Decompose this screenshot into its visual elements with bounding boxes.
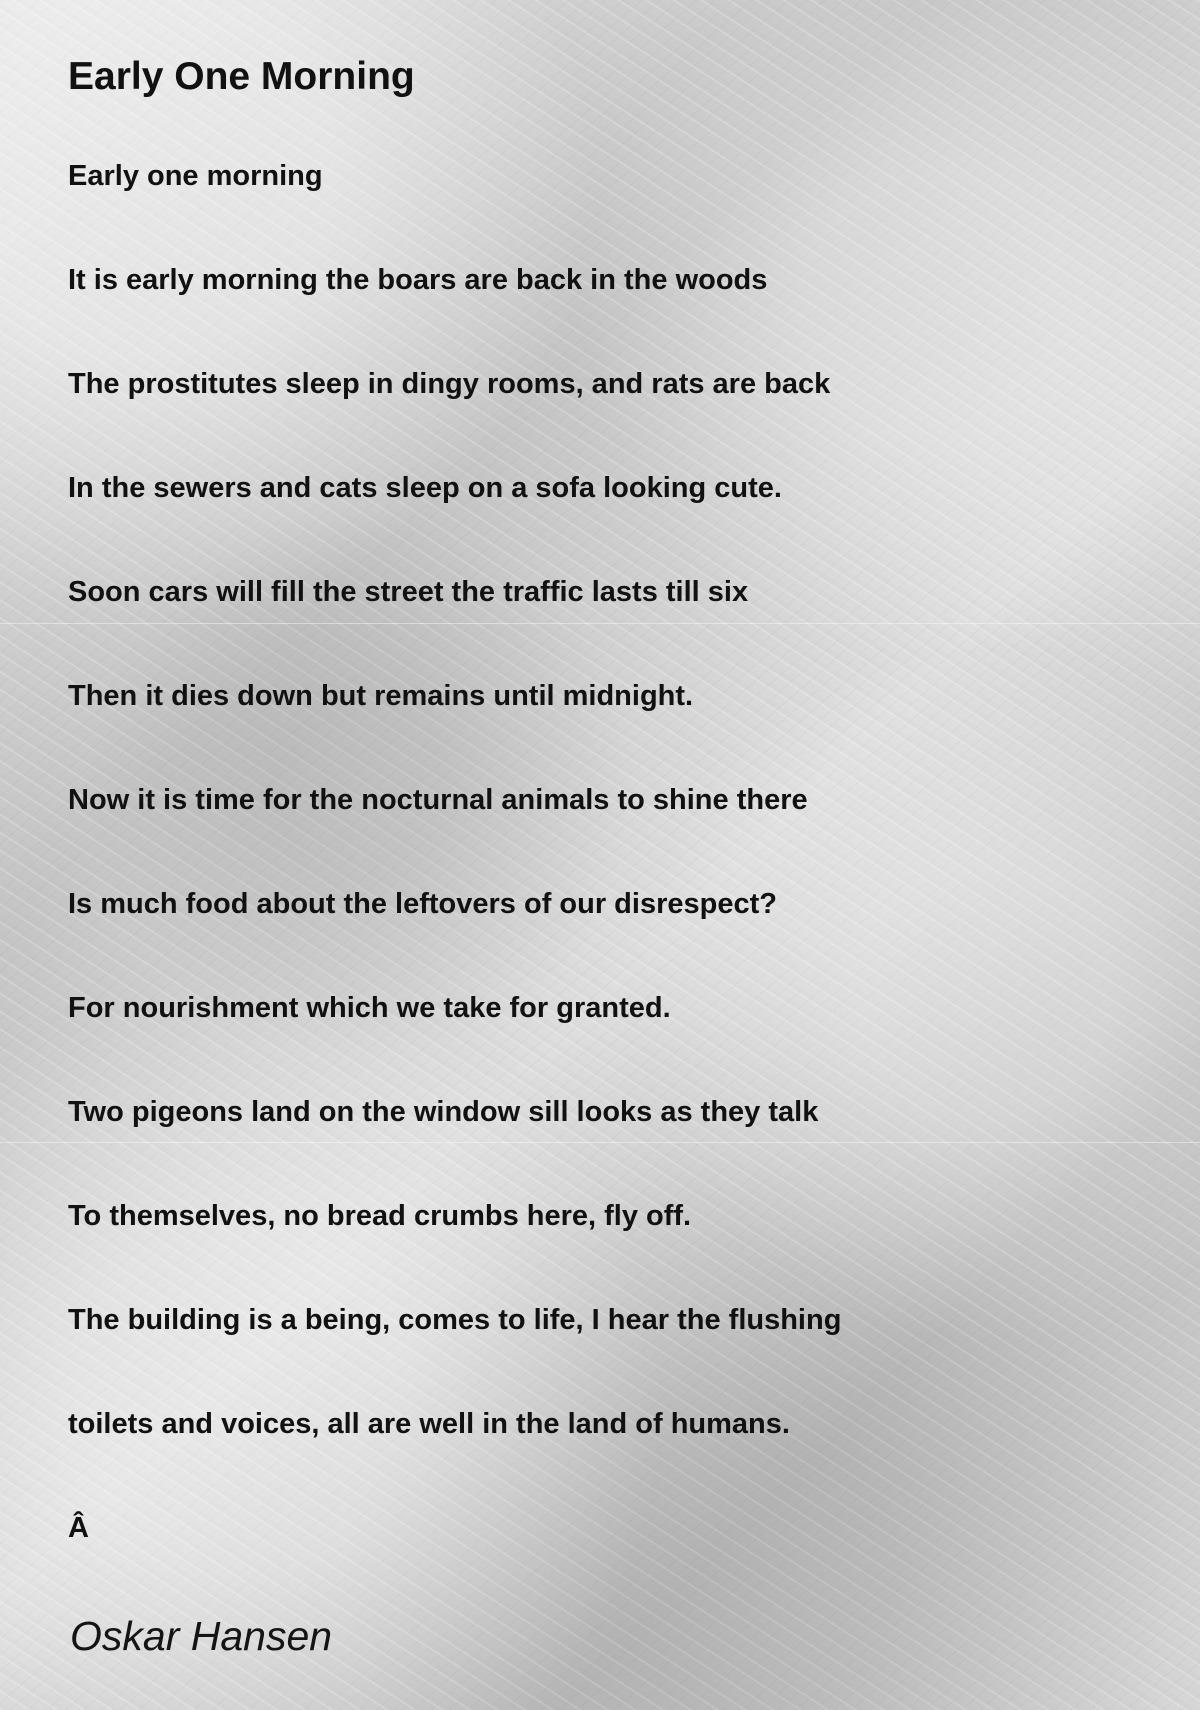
poem-line: It is early morning the boars are back in the woods [68,264,768,296]
poem-line: In the sewers and cats sleep on a sofa looking cute. [68,472,782,504]
poem-line: The prostitutes sleep in dingy rooms, and rats are back [68,368,831,400]
poem-line: Then it dies down but remains until midnight. [68,680,694,712]
poem-line: The building is a being, comes to life, I hear the flushing [68,1304,842,1336]
poem-line: toilets and voices, all are well in the land of humans. [68,1408,790,1440]
poem-line: For nourishment which we take for granted. [68,992,671,1024]
poem-title: Early One Morning [68,55,415,98]
poem-lines [68,154,1128,1610]
poem-author: Oskar Hansen [70,1613,333,1659]
poem-line: To themselves, no bread crumbs here, fly off. [68,1200,692,1232]
poem-line: Soon cars will fill the street the traffic lasts till six [68,576,749,608]
poem-line: Two pigeons land on the window sill looks as they talk [68,1096,819,1128]
poem-line: Â [68,1512,89,1544]
poem-line: Early one morning [68,160,323,192]
poem-line: Now it is time for the nocturnal animals to shine there [68,784,808,816]
poem-line: Is much food about the leftovers of our disrespect? [68,888,777,920]
